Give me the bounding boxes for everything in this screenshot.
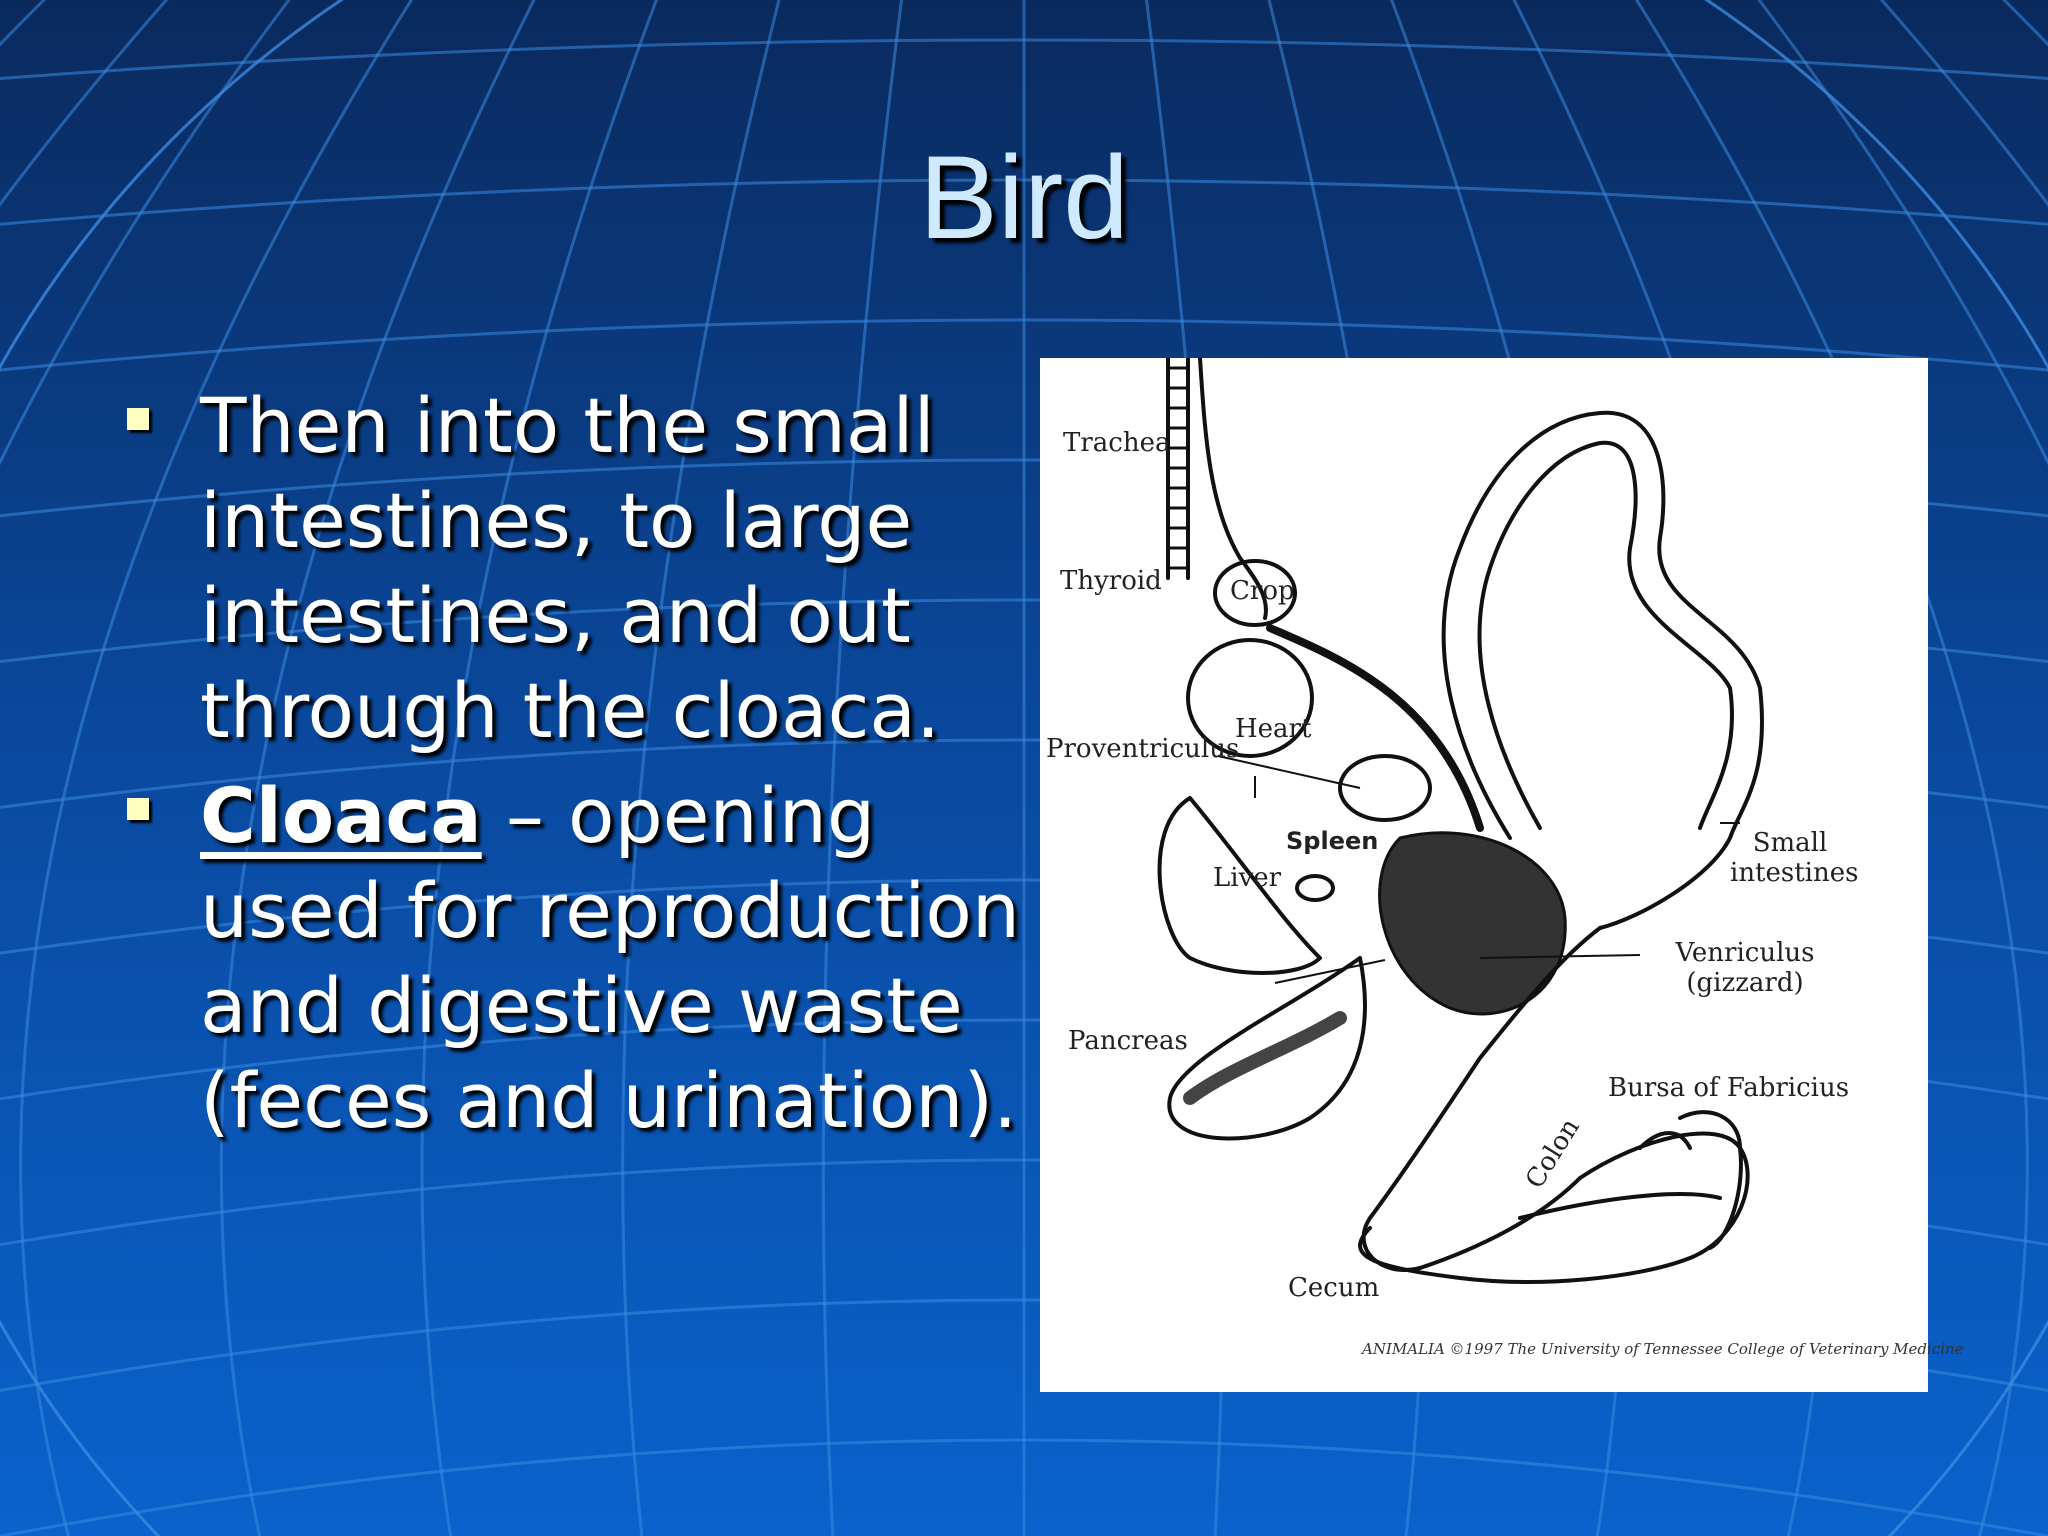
bullet-item — [125, 378, 1025, 758]
figure-credit: ANIMALIA ©1997 The University of Tennessee College of Veterinary Medicine — [1362, 1340, 1964, 1358]
label-pancreas: Pancreas — [1068, 1026, 1188, 1056]
slide-title: Bird — [919, 132, 1129, 264]
bullet-item — [125, 768, 1025, 1148]
bird-digestive-diagram — [1040, 358, 1964, 1392]
label-liver: Liver — [1213, 863, 1282, 893]
label-small-intestines: Small intestines — [1730, 828, 1859, 888]
bullet-list — [125, 378, 1025, 1158]
label-proventriculus: Proventriculus — [1046, 734, 1240, 764]
label-trachea: Trachea — [1063, 428, 1171, 458]
label-colon: Colon — [1520, 1113, 1586, 1194]
label-ventriculus: Venriculus (gizzard) — [1675, 938, 1815, 998]
label-spleen: Spleen — [1286, 827, 1379, 855]
label-heart: Heart — [1235, 714, 1312, 744]
label-cecum: Cecum — [1288, 1273, 1380, 1303]
label-thyroid: Thyroid — [1060, 566, 1162, 596]
square-bullet-icon — [127, 798, 149, 820]
square-bullet-icon — [127, 408, 149, 430]
bullet-text: – opening used for reproduction and digestive waste (feces and urination). — [200, 771, 1021, 1145]
bullet-text: Then into the small intestines, to large intestines, and out through the cloaca. — [200, 381, 941, 755]
label-crop: Crop — [1230, 576, 1295, 606]
label-bursa: Bursa of Fabricius — [1608, 1073, 1850, 1103]
bullet-term: Cloaca — [200, 771, 482, 860]
